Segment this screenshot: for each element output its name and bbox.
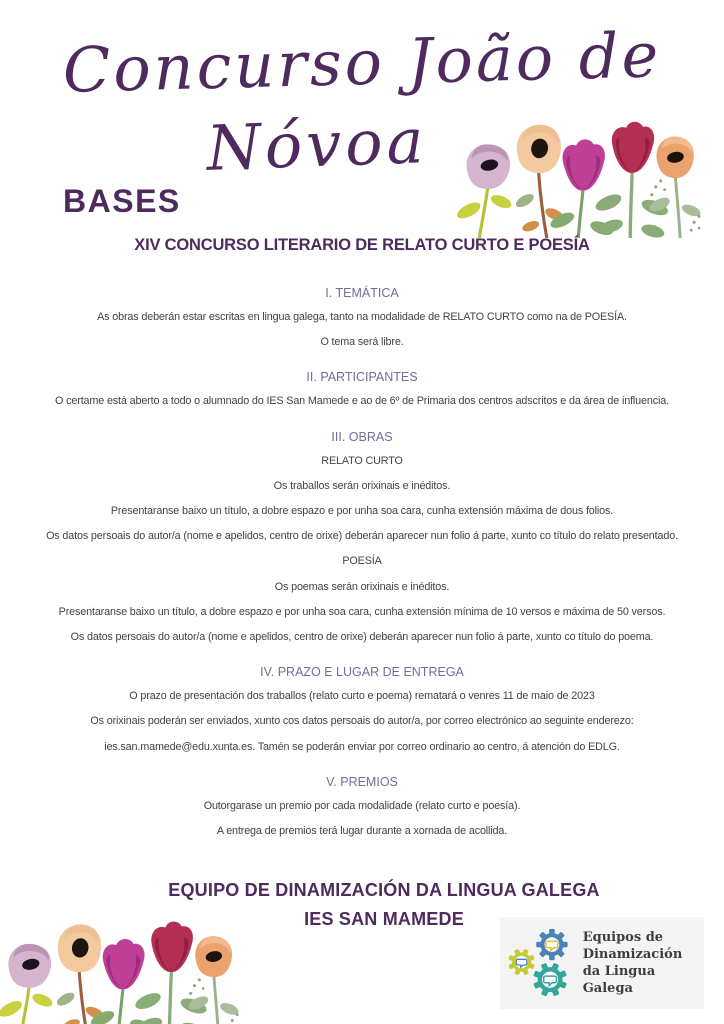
- contest-title-line-2: Nóvoa: [205, 104, 429, 185]
- section-participantes: [10, 368, 714, 414]
- footer-school-name: IES SAN MAMEDE: [304, 909, 464, 929]
- rules-content: [10, 284, 714, 857]
- section-heading: V. PREMIOS: [326, 774, 398, 789]
- body-line: Outorgarase un premio por cada modalidade (relato curto e poesía).: [203, 799, 521, 812]
- subsection-relato-curto: RELATO CURTO: [321, 454, 403, 467]
- body-line: Presentaranse baixo un título, a dobre espazo e por unha soa cara, cunha extensión mínima de 10 versos e máxima de 50 versos.: [58, 605, 666, 618]
- body-line: As obras deberán estar escritas en lingua galega, tanto na modalidade de RELATO CURTO como na de POESÍA.: [97, 311, 627, 323]
- section-premios: [10, 773, 714, 844]
- body-line: Os datos persoais do autor/a (nome e apelidos, centro de orixe) deberán aparecer nun folio á parte, xunto co título do relato presentado.: [46, 530, 678, 543]
- edlg-logo-line: Equipos de: [582, 930, 664, 945]
- body-line: A entrega de premios terá lugar durante a xornada de acollida.: [216, 825, 508, 838]
- bases-heading: BASES: [63, 183, 181, 219]
- flower-bouquet-icon: [0, 912, 242, 1024]
- section-heading: IV. PRAZO E LUGAR DE ENTREGA: [260, 665, 464, 680]
- body-line: O tema será libre.: [320, 336, 404, 349]
- flower-bouquet-icon: [452, 112, 704, 238]
- body-line: Os datos persoais do autor/a (nome e apelidos, centro de orixe) deberán aparecer nun folio á parte, xunto co título do poema.: [70, 631, 654, 644]
- contest-title-line-1: Concurso João de: [61, 18, 663, 107]
- footer-org-name: EQUIPO DE DINAMIZACIÓN DA LINGUA GALEGA: [168, 880, 600, 900]
- contact-email-line: ies.san.mamede@edu.xunta.es. Tamén se poderán enviar por correo ordinario ao centro, á atención do EDLG.: [104, 740, 620, 753]
- edlg-logo-text: [583, 929, 700, 997]
- body-line: Os poemas serán orixinais e inéditos.: [274, 580, 450, 593]
- edlg-gears-icon: [504, 920, 578, 1006]
- edlg-logo-line: Dinamización: [582, 947, 683, 962]
- body-line: Os traballos serán orixinais e inéditos.: [273, 479, 451, 492]
- body-line: O certame está aberto a todo o alumnado do IES San Mamede e ao de 6º de Primaria dos centros adscritos e da área de influencia.: [55, 395, 669, 408]
- body-line: Os orixinais poderán ser enviados, xunto cos datos persoais do autor/a, por correo electrónico ao seguinte enderezo:: [90, 715, 634, 728]
- body-line: O prazo de presentación dos traballos (relato curto e poema) rematará o venres 11 de maio de 2023: [129, 690, 595, 703]
- section-tematica: [10, 284, 714, 355]
- subsection-poesia: POESÍA: [342, 555, 382, 568]
- section-heading: III. OBRAS: [331, 429, 393, 444]
- section-heading: II. PARTICIPANTES: [306, 370, 418, 385]
- section-obras: [10, 428, 714, 651]
- section-prazo-entrega: [10, 663, 714, 760]
- section-heading: I. TEMÁTICA: [325, 286, 399, 300]
- contest-subtitle: XIV CONCURSO LITERARIO DE RELATO CURTO E POESÍA: [134, 236, 590, 254]
- body-line: Presentaranse baixo un título, a dobre espazo e por unha soa cara, cunha extensión máxima de dous folios.: [110, 505, 614, 518]
- edlg-logo: [500, 917, 704, 1009]
- edlg-logo-line: da Lingua Galega: [582, 964, 656, 996]
